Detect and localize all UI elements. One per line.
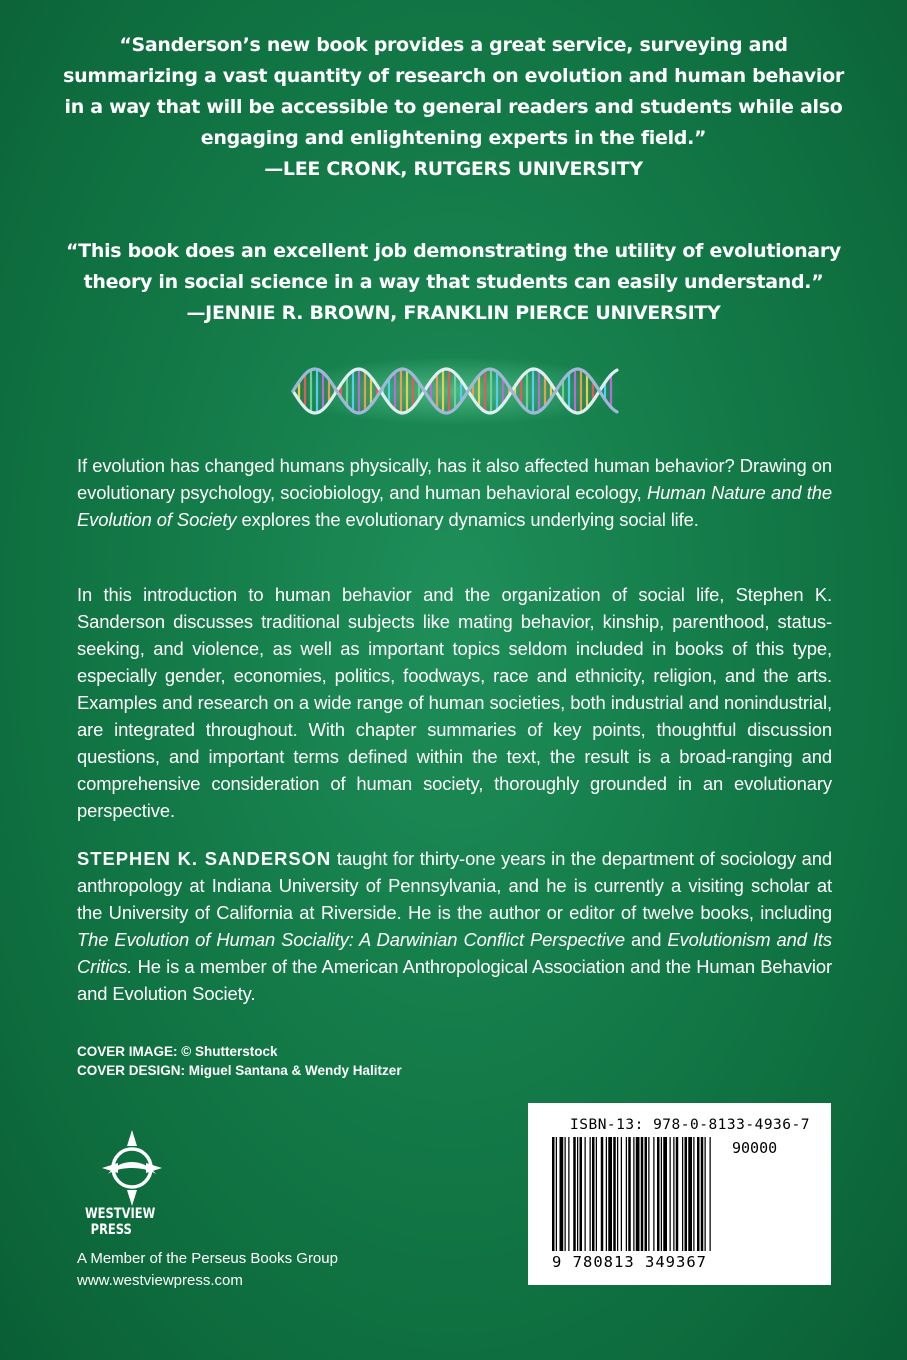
- barcode-bar: [601, 1137, 604, 1251]
- barcode-bar: [577, 1137, 578, 1251]
- barcode-bar: [653, 1137, 654, 1251]
- bio-text: and: [624, 929, 668, 950]
- barcode-bar: [676, 1137, 679, 1251]
- isbn-label: ISBN-13: 978-0-8133-4936-7: [570, 1117, 810, 1133]
- bio-text: He is a member of the American Anthropological Association and the Human Behavior and Evolution Society.: [77, 956, 832, 1004]
- publisher-name-line: WESTVIEW: [85, 1206, 156, 1222]
- barcode-bar: [673, 1137, 674, 1251]
- description-paragraph-2: In this introduction to human behavior and the organization of social life, Stephen K. Sanderson discusses traditional subjects like mating behavior, kinship, parenthood, status-seeking, and violence, as well as important topics seldom included in books of this type, especially gender, economies, politics, foodways, race and ethnicity, religion, and the arts. Examples and research on a wide range of human societies, both industrial and nonindustrial, are integrated throughout. With chapter summaries of key points, thoughtful discussion questions, and important terms defined within the text, the result is a broad-ranging and comprehensive consideration of human society, thoroughly grounded in an evolutionary perspective.: [77, 584, 832, 821]
- description-text: explores the evolutionary dynamics underlying social life.: [236, 509, 699, 530]
- barcode-bar: [697, 1137, 700, 1251]
- credit-value: : Miguel Santana & Wendy Halitzer: [180, 1063, 402, 1078]
- barcode-bar: [657, 1137, 660, 1251]
- barcode-bar: [621, 1137, 622, 1251]
- bio-text: taught for thirty-one years in the department of sociology and anthropology at Indiana University of Pennsylvania, and he is currently a visiting scholar at the University of California at Riverside. He is the author or editor of twelve books, including: [77, 848, 832, 923]
- publisher-name-line: PRESS: [90, 1222, 132, 1238]
- description-paragraph-1: [77, 452, 832, 533]
- barcode-bar: [556, 1137, 557, 1251]
- cover-image-credit: [77, 1042, 402, 1061]
- cover-credits: [77, 1042, 402, 1080]
- barcode-bar: [580, 1137, 583, 1251]
- barcode-bar: [590, 1137, 591, 1251]
- barcode-bar: [693, 1137, 694, 1251]
- barcode-bar: [688, 1137, 692, 1251]
- barcode-bar: [608, 1137, 612, 1251]
- barcode-bar: [560, 1137, 564, 1251]
- cover-design-credit: [77, 1061, 402, 1080]
- barcode-bar: [596, 1137, 597, 1251]
- barcode-bar: [626, 1137, 627, 1251]
- publisher-info: [77, 1248, 338, 1292]
- barcode-bar: [568, 1137, 569, 1251]
- publisher-member-text: A Member of the Perseus Books Group: [77, 1250, 338, 1267]
- barcode-bar: [663, 1137, 667, 1251]
- barcode-bar: [606, 1137, 607, 1251]
- barcode-bar: [552, 1137, 555, 1251]
- barcode-bar: [710, 1137, 711, 1251]
- barcode-bar: [645, 1137, 648, 1251]
- book-title: Human Nature and the Evolution of Society: [77, 482, 832, 530]
- barcode-bar: [592, 1137, 595, 1251]
- price-code: 90000: [732, 1139, 778, 1157]
- description-text: If evolution has changed humans physically, has it also affected human behavior? Drawing on evolutionary psychology, sociobiology, and human behavioral ecology,: [77, 455, 832, 503]
- barcode-bar: [613, 1137, 616, 1251]
- quote-text: “Sanderson’s new book provides a great service, surveying and summarizing a vast quantity of research on evolution and human behavior in a way that will be accessible to general readers and students while also engaging and enlightening experts in the field.”: [63, 34, 844, 149]
- barcode-bar: [685, 1137, 688, 1251]
- barcode-bar: [705, 1137, 706, 1251]
- book-title: Evolutionism and Its Critics.: [77, 929, 832, 977]
- review-quote-cronk: [60, 30, 847, 185]
- credit-label: COVER IMAGE: [77, 1044, 174, 1059]
- barcode-bar: [633, 1137, 634, 1251]
- quote-attribution: —LEE CRONK, RUTGERS UNIVERSITY: [264, 158, 643, 180]
- barcode-bar: [617, 1137, 618, 1251]
- quote-text: “This book does an excellent job demonstrating the utility of evolutionary theory in social science in a way that students can easily understand.”: [66, 240, 841, 293]
- dna-helix-illustration: [285, 355, 625, 427]
- credit-value: : © Shutterstock: [173, 1044, 278, 1059]
- barcode-bar: [701, 1137, 704, 1251]
- barcode-bar: [573, 1137, 576, 1251]
- review-quote-brown: [60, 236, 847, 329]
- quote-attribution: —JENNIE R. BROWN, FRANKLIN PIERCE UNIVERSITY: [186, 302, 721, 324]
- barcode-bar: [682, 1137, 683, 1251]
- publisher-name: [85, 1206, 156, 1238]
- isbn-barcode: [528, 1103, 831, 1285]
- author-name: STEPHEN K. SANDERSON: [77, 848, 332, 869]
- barcode-bar: [628, 1137, 631, 1251]
- book-title: The Evolution of Human Sociality: A Darwinian Conflict Perspective: [77, 929, 625, 950]
- barcode-bar: [641, 1137, 644, 1251]
- barcode-bar: [636, 1137, 640, 1251]
- credit-label: COVER DESIGN: [77, 1063, 181, 1078]
- barcode-digits: 9 780813 349367: [552, 1253, 707, 1271]
- barcode-bar: [585, 1137, 586, 1251]
- publisher-website: www.westviewpress.com: [77, 1272, 243, 1289]
- barcode-bar: [670, 1137, 671, 1251]
- compass-logo-icon: [100, 1128, 164, 1208]
- barcode-bar: [648, 1137, 649, 1251]
- barcode-bar: [565, 1137, 566, 1251]
- barcode-bar: [661, 1137, 662, 1251]
- author-bio: [77, 845, 832, 1007]
